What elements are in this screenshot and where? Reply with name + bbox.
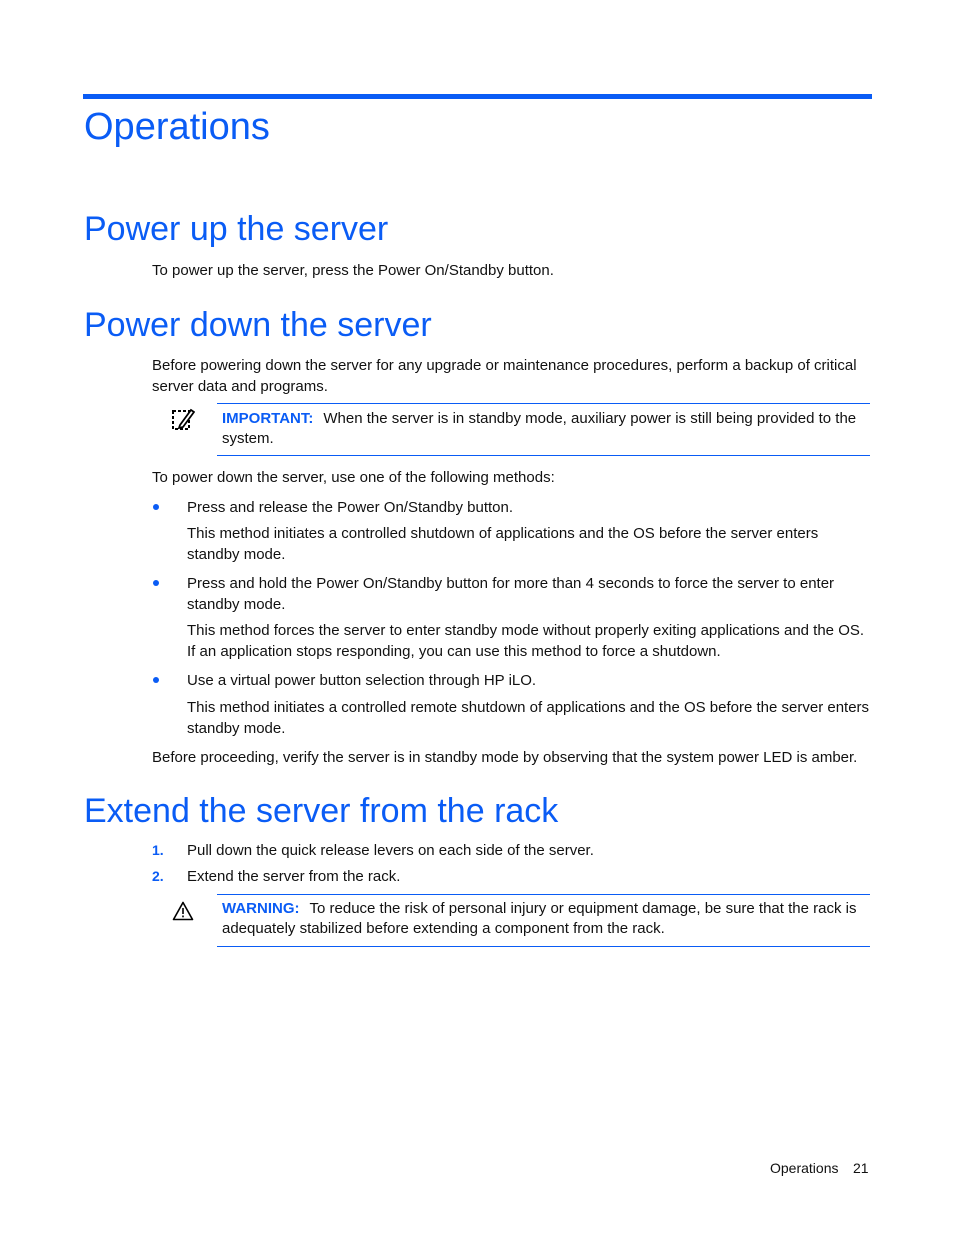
section-heading-power-up: Power up the server <box>84 210 389 248</box>
warning-triangle-icon <box>172 901 194 921</box>
step-number: 1. <box>152 842 164 858</box>
section-heading-power-down: Power down the server <box>84 306 432 344</box>
warning-text: To reduce the risk of personal injury or equipment damage, be sure that the rack is adequately stabilized before extending a component from the rack. <box>222 900 857 937</box>
method-3-detail: This method initiates a controlled remote shutdown of applications and the OS before the server enters standby mode. <box>187 699 870 737</box>
method-3-text: Use a virtual power button selection through HP iLO. <box>187 672 537 689</box>
important-note <box>217 403 870 456</box>
power-up-text: To power up the server, press the Power On/Standby button. <box>152 262 554 279</box>
warning-label: WARNING: <box>222 900 300 917</box>
warning-note <box>217 894 870 947</box>
step-2-text: Extend the server from the rack. <box>187 868 401 885</box>
important-note-icon <box>171 407 195 431</box>
footer-section: Operations <box>770 1160 839 1176</box>
methods-intro: To power down the server, use one of the following methods: <box>152 469 555 486</box>
chapter-rule <box>83 94 872 99</box>
method-1-text: Press and release the Power On/Standby button. <box>187 499 514 516</box>
bullet-icon <box>153 677 159 683</box>
page-number: 21 <box>853 1160 869 1176</box>
method-2-text: Press and hold the Power On/Standby button for more than 4 seconds to force the server to enter standby mode. <box>187 575 835 613</box>
bullet-icon <box>153 504 159 510</box>
verify-text: Before proceeding, verify the server is in standby mode by observing that the system power LED is amber. <box>152 749 858 766</box>
method-2-detail: This method forces the server to enter standby mode without properly exiting applications and the OS. If an application stops responding, you can use this method to force a shutdown. <box>187 622 865 660</box>
chapter-title: Operations <box>84 106 270 148</box>
bullet-icon <box>153 580 159 586</box>
power-down-intro: Before powering down the server for any upgrade or maintenance procedures, perform a backup of critical server data and programs. <box>152 357 857 395</box>
method-1-detail: This method initiates a controlled shutdown of applications and the OS before the server enters standby mode. <box>187 525 819 563</box>
section-heading-extend: Extend the server from the rack <box>84 792 559 830</box>
step-1-text: Pull down the quick release levers on each side of the server. <box>187 842 594 859</box>
step-number: 2. <box>152 868 164 884</box>
important-text: When the server is in standby mode, auxiliary power is still being provided to the system. <box>222 410 857 447</box>
important-label: IMPORTANT: <box>222 410 314 427</box>
